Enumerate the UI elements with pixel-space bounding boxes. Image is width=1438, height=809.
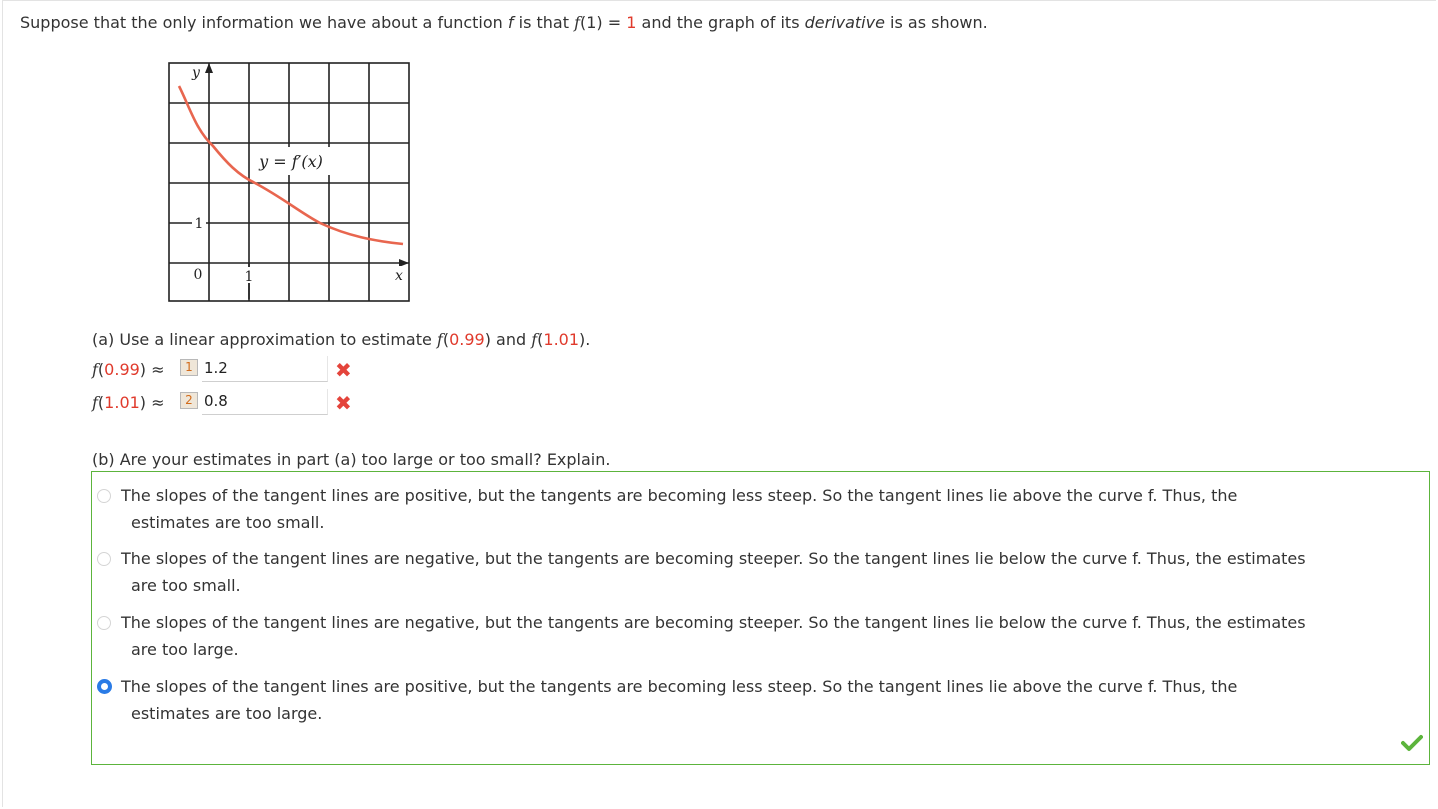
radio-button[interactable] [97,616,111,630]
radio-button[interactable] [97,489,111,503]
option-text: The slopes of the tangent lines are positive, but the tangents are becoming less steep. So the tangent lines lie above the curve f. Thus, the estimates are too large. [121,677,1238,723]
radio-button[interactable] [97,552,111,566]
answer-input[interactable]: 0.8 [202,389,328,415]
equals-sign: = [602,13,627,32]
derivative-word: derivative [804,13,885,32]
y-axis-arrow [205,63,213,73]
answer-input[interactable]: 1.2 [202,356,328,382]
x-icon: ✖ [335,358,352,382]
intro-text: and the graph of its [636,13,805,32]
answer-options-box [91,471,1430,765]
x-icon: ✖ [335,391,352,415]
intro-text: is that [513,13,575,32]
option-text: The slopes of the tangent lines are negative, but the tangents are becoming steeper. So the tangent lines lie below the curve f. Thus, the estimates are too large. [121,613,1306,659]
answer-label: f(1.01) ≈ [92,393,165,412]
problem-statement [20,12,988,34]
function-name: f [574,13,580,32]
option-text: The slopes of the tangent lines are positive, but the tangents are becoming less steep. So the tangent lines lie above the curve f. Thus, the estimates are too small. [121,486,1238,532]
intro-text: Suppose that the only information we have about a function [20,13,508,32]
answer-number-badge: 1 [180,359,198,376]
part-b-prompt: (b) Are your estimates in part (a) too large or too small? Explain. [92,450,611,469]
x-axis-label: x [395,268,403,284]
x-axis-arrow [399,259,409,267]
part-a-prompt: (a) Use a linear approximation to estimate f(0.99) and f(1.01). [92,330,591,349]
y-tick-label: 1 [194,216,204,232]
x-tick-label: 1 [244,269,254,285]
function-arg: (1) [579,13,603,32]
intro-text: is as shown. [884,13,988,32]
option-text: The slopes of the tangent lines are negative, but the tangents are becoming steeper. So the tangent lines lie below the curve f. Thus, the estimates are too small. [121,549,1306,595]
radio-button-selected[interactable] [97,679,112,694]
answer-label: f(0.99) ≈ [92,360,165,379]
given-value: 1 [626,13,637,32]
curve-label: y = f′(x) [259,152,323,171]
function-name: f [507,13,514,32]
checkmark-icon [1401,734,1423,752]
origin-label: 0 [193,267,203,283]
derivative-graph [168,58,412,304]
y-axis-label: y [192,65,200,81]
answer-number-badge: 2 [180,392,198,409]
